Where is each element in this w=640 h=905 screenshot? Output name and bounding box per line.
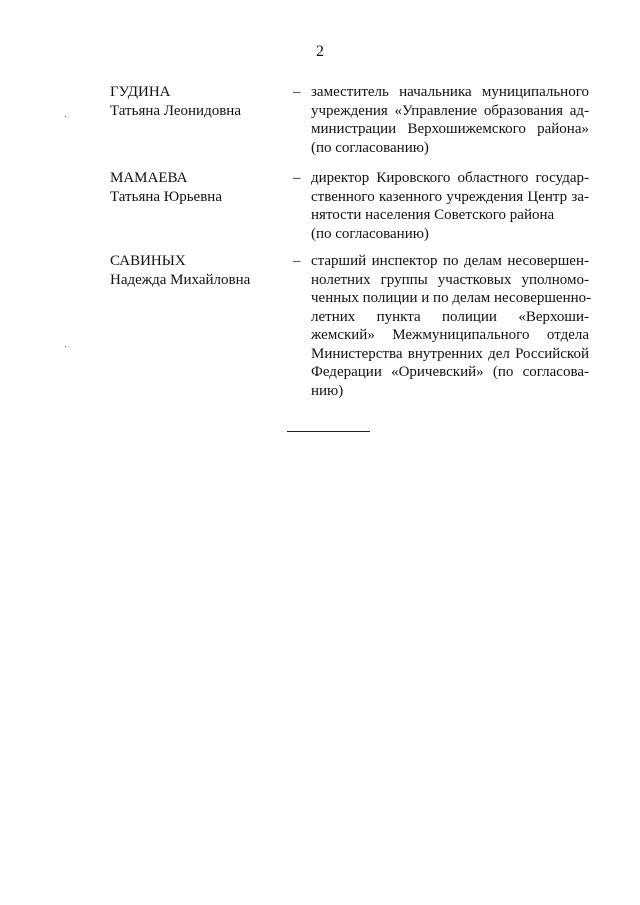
member-surname: ГУДИНА [110, 84, 171, 100]
member-role [311, 169, 589, 243]
member-surname: САВИНЫХ [110, 253, 186, 269]
role-line: нолетних группы участковых уполномо- [311, 271, 589, 288]
member-name [110, 169, 280, 206]
dash-separator: – [293, 84, 301, 100]
member-given-names: Надежда Михайловна [110, 271, 251, 288]
role-line: летних пункта полиции «Верхоши- [311, 308, 589, 325]
closing-rule [287, 431, 370, 432]
scan-mark: ˏ [64, 337, 68, 348]
member-given-names: Татьяна Леонидовна [110, 102, 241, 119]
member-given-names: Татьяна Юрьевна [110, 188, 222, 205]
member-surname: МАМАЕВА [110, 170, 188, 186]
role-line: жемский» Межмуниципального отдела [311, 327, 589, 343]
role-line: (по согласованию) [311, 225, 429, 242]
role-line: (по согласованию) [311, 139, 429, 156]
dash-separator: – [293, 170, 301, 186]
role-line: нятости населения Советского района [311, 207, 555, 223]
member-role [311, 83, 589, 157]
role-line: Министерства внутренних дел Российской [311, 345, 589, 362]
scan-mark: ˏ [64, 107, 68, 118]
role-line: учреждения «Управление образования ад- [311, 102, 589, 119]
role-line: старший инспектор по делам несовершен- [311, 253, 589, 269]
page-number: 2 [316, 43, 324, 60]
role-line: ченных полиции и по делам несовершенно- [311, 290, 592, 306]
role-line: заместитель начальника муниципального [311, 84, 589, 100]
role-line: директор Кировского областного государ- [311, 170, 589, 186]
member-name [110, 252, 280, 289]
role-line: министрации Верхошижемского района» [311, 121, 589, 137]
member-role [311, 252, 592, 400]
member-name [110, 83, 280, 120]
role-line: нию) [311, 382, 344, 399]
dash-separator: – [293, 253, 301, 269]
role-line: ственного казенного учреждения Центр за- [311, 188, 589, 205]
role-line: Федерации «Оричевский» (по согласова- [311, 364, 589, 380]
